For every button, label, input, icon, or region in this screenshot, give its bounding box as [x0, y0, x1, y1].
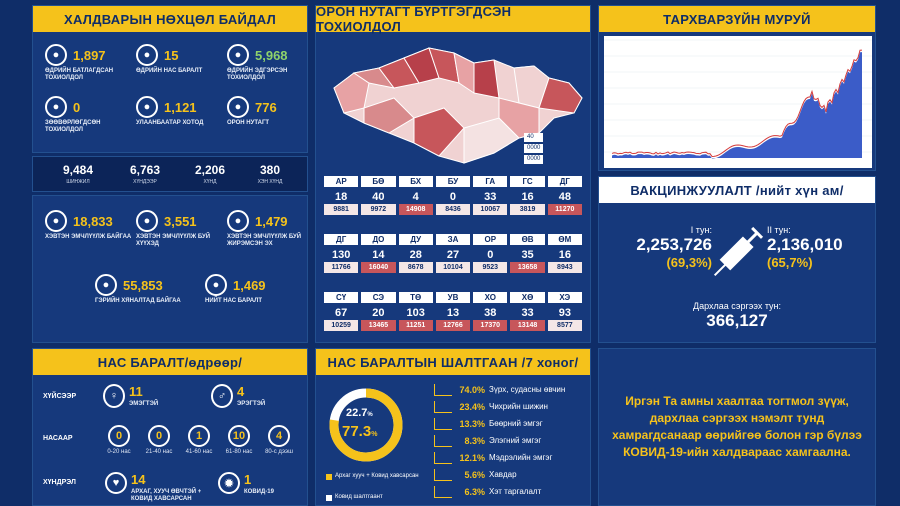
lungs-icon: ● [45, 44, 67, 66]
band-value: 9,484 [62, 163, 94, 177]
stat-row [45, 44, 129, 66]
pct-sign: % [367, 412, 373, 418]
home-icon: ● [95, 274, 117, 296]
legend-b-text: Ковид шалтгаант [335, 494, 383, 500]
stat-label: ХЭВТЭН ЭМЧЛҮҮЛЖ БУЙ ЖИРЭМСЭН ЭХ [227, 234, 302, 247]
province-code: ГА [473, 176, 507, 187]
province-total: 9523 [473, 262, 507, 273]
province-today: 18 [335, 191, 348, 203]
band-label: ШИНЖИЛ [66, 179, 90, 185]
connector [434, 486, 452, 498]
province-code: БӨ [361, 176, 395, 187]
regional-row [324, 204, 582, 215]
donut-value-a [346, 407, 373, 419]
age-range: 0-20 нас [107, 449, 131, 455]
cause-label: Хавдар [489, 470, 517, 479]
cause-a-block [105, 472, 215, 503]
stat-label: ЗӨӨВӨРЛӨГДСӨН ТОХИОЛДОЛ [45, 120, 101, 133]
stat-label: ӨДРИЙН БАТЛАГДСАН ТОХИОЛДОЛ [45, 68, 114, 81]
stat-value: 18,833 [73, 213, 113, 229]
cause-item [434, 398, 590, 415]
connector [434, 452, 452, 464]
message-text: Иргэн Та амны хаалтаа тогтмол зүүж, дархлаа сэргээх нэмэлт тунд хамрагдсанаар өөрийгөө болон гэр бүлээ КОВИД-19-ийн халдвараас хамгаална. [612, 394, 862, 459]
cause-b-block [218, 472, 274, 496]
connector [434, 401, 452, 413]
province-code: ОР [473, 234, 507, 245]
female-block [103, 384, 158, 408]
province-code: ДГ [548, 176, 582, 187]
regional-row [324, 176, 582, 187]
band-label: ХЭН ХҮНД [257, 179, 283, 185]
province-code: ӨВ [510, 234, 544, 245]
province-total: 13658 [510, 262, 544, 273]
stat-item [227, 96, 311, 127]
stat-value: 1,897 [73, 47, 106, 63]
age-circle: 4 [268, 425, 290, 447]
stat-item [227, 210, 315, 248]
stat-row [136, 96, 220, 118]
age-range: 41-60 нас [185, 449, 213, 455]
cause-pct: 8.3% [464, 435, 485, 446]
cause-pct: 74.0% [459, 384, 485, 395]
connector [434, 384, 452, 396]
province-code: СҮ [324, 292, 358, 303]
province-total: 9881 [324, 204, 358, 215]
plane-icon: ● [45, 96, 67, 118]
legend-item: 0000 [524, 144, 543, 153]
province-code: БХ [399, 176, 433, 187]
stat-value: 1,121 [164, 99, 197, 115]
stat-value: 15 [164, 47, 179, 63]
cause-pct: 12.1% [459, 452, 485, 463]
dose1-pct: (69,3%) [666, 255, 712, 270]
male-label: ЭРЭГТЭЙ [237, 401, 266, 407]
stat-item [45, 96, 129, 134]
province-total: 8678 [399, 262, 433, 273]
age-circle: 0 [108, 425, 130, 447]
cause-label: Мэдрэлийн эмгэг [489, 453, 553, 462]
death-icon: ● [205, 274, 227, 296]
gender-label: ХҮЙСЭЭР [43, 393, 77, 400]
province-code: ДГ [324, 234, 358, 245]
dose2-label: II тун: [767, 225, 791, 235]
province-total: 8943 [548, 262, 582, 273]
stat-item [95, 274, 183, 305]
province-total: 16040 [361, 262, 395, 273]
age-group [103, 425, 135, 456]
province-total: 11270 [548, 204, 582, 215]
legend-a [326, 473, 426, 480]
province-total: 13148 [510, 320, 544, 331]
province-code: ДО [361, 234, 395, 245]
mongolia-map [324, 38, 584, 168]
province-today: 93 [558, 307, 571, 319]
age-label: НАСААР [43, 435, 73, 442]
regional-row [324, 320, 582, 331]
stat-row [227, 210, 315, 232]
province-today: 130 [331, 249, 351, 261]
province-today: 13 [446, 307, 460, 319]
cause-item [434, 483, 590, 500]
band-value: 6,763 [129, 163, 161, 177]
deaths-panel [32, 348, 308, 506]
province-today: 33 [521, 307, 534, 319]
province-code: СЭ [361, 292, 395, 303]
stat-row [136, 210, 224, 232]
stat-item [205, 274, 293, 305]
infection-title: ХАЛДВАРЫН НӨХЦӨЛ БАЙДАЛ [33, 6, 307, 32]
stat-value: 1,469 [233, 277, 266, 293]
cause-pct: 13.3% [459, 418, 485, 429]
causes-title: НАС БАРАЛТЫН ШАЛТГААН /7 хоног/ [316, 349, 590, 375]
causes-panel [315, 348, 591, 506]
age-group [263, 425, 295, 456]
cause-list [434, 381, 590, 500]
stat-item [45, 210, 133, 241]
stat-label: ХЭВТЭН ЭМЧЛҮҮЛЖ БУЙ ХҮҮХЭД [136, 234, 211, 247]
stat-row [205, 274, 293, 296]
age-circle: 10 [228, 425, 250, 447]
donut-value-b [342, 423, 377, 440]
legend-item: 0000 [524, 155, 543, 164]
dose2-block [767, 225, 867, 270]
province-total: 12766 [436, 320, 470, 331]
vaccine-panel [598, 176, 876, 343]
province-code: ӨМ [548, 234, 582, 245]
province-today: 48 [558, 191, 571, 203]
province-total: 10067 [473, 204, 507, 215]
province-code: ХӨ [510, 292, 544, 303]
cause-item [434, 449, 590, 466]
cause-a-value: 14 [131, 472, 146, 487]
person-icon: ● [136, 44, 158, 66]
cause-item [434, 432, 590, 449]
cause-b-label: КОВИД-19 [244, 489, 274, 495]
province-total: 3819 [510, 204, 544, 215]
dose2-pct: (65,7%) [767, 255, 813, 270]
stat-label: НИЙТ НАС БАРАЛТ [205, 298, 262, 304]
province-total: 8577 [548, 320, 582, 331]
donut-b-num: 77.3 [342, 423, 372, 440]
cause-label: Зүрх, судасны өвчин [489, 385, 566, 394]
syringe-icon [703, 217, 773, 287]
province-total: 10259 [324, 320, 358, 331]
province-code: ЗА [436, 234, 470, 245]
age-circle: 1 [188, 425, 210, 447]
pregnant-icon: ● [227, 210, 249, 232]
city-icon: ● [136, 96, 158, 118]
trend-chart [604, 36, 872, 168]
province-code: УВ [436, 292, 470, 303]
stat-row [227, 44, 311, 66]
trend-panel [598, 5, 876, 171]
cause-item [434, 381, 590, 398]
hospital-icon: ● [45, 210, 67, 232]
vaccine-title: ВАКЦИНЖУУЛАЛТ /нийт хүн ам/ [599, 177, 875, 203]
stat-row [95, 274, 183, 296]
stat-value: 55,853 [123, 277, 163, 293]
province-total: 11251 [399, 320, 433, 331]
virus-icon: ✹ [218, 472, 240, 494]
band-item [183, 163, 237, 185]
stat-label: ӨДРИЙН ЭДГЭРСЭН ТОХИОЛДОЛ [227, 68, 288, 81]
dose1-value: 2,253,726 [636, 235, 712, 254]
province-today: 20 [372, 307, 385, 319]
province-total: 11766 [324, 262, 358, 273]
province-today: 16 [558, 249, 571, 261]
cause-label: Чихрийн шижин [489, 402, 548, 411]
age-range: 80-с дээш [265, 449, 293, 455]
stat-label: ХЭВТЭН ЭМЧЛҮҮЛЖ БАЙГАА [45, 234, 132, 240]
stat-row [45, 96, 129, 118]
age-group [223, 425, 255, 456]
regional-row [324, 234, 582, 245]
cause-label: ХҮНДРЭЛ [43, 479, 76, 486]
province-total: 13465 [361, 320, 395, 331]
province-total: 8436 [436, 204, 470, 215]
legend-swatch [326, 495, 332, 501]
map-icon: ● [227, 96, 249, 118]
province-today: 35 [521, 249, 534, 261]
treatment-panel [32, 195, 308, 343]
province-code: ДУ [399, 234, 433, 245]
male-block [211, 384, 265, 408]
province-total: 14908 [399, 204, 433, 215]
band-item [118, 163, 172, 185]
stat-value: 5,968 [255, 47, 288, 63]
trend-area [612, 52, 862, 158]
regional-row [324, 306, 582, 320]
booster-block [599, 301, 875, 331]
male-value: 4 [237, 384, 245, 399]
daily-band [32, 156, 308, 192]
trend-title: ТАРХВАРЗҮЙН МУРУЙ [599, 6, 875, 32]
cause-pct: 23.4% [459, 401, 485, 412]
cause-label: Хэт таргалалт [489, 487, 542, 496]
stat-value: 776 [255, 99, 277, 115]
legend-a-text: Архаг хууч + Ковид хавсарсан [335, 473, 419, 479]
province-today: 27 [446, 249, 460, 261]
connector [434, 469, 452, 481]
band-item [243, 163, 297, 185]
cause-item [434, 466, 590, 483]
infection-panel [32, 5, 308, 153]
stat-value: 0 [73, 99, 81, 115]
province-code: ХО [473, 292, 507, 303]
stat-item [45, 44, 129, 82]
booster-value: 366,127 [706, 311, 768, 330]
province-total: 17370 [473, 320, 507, 331]
dose1-label: I тун: [690, 225, 712, 235]
connector [434, 435, 452, 447]
stat-label: ОРОН НУТАГТ [227, 120, 270, 126]
band-value: 380 [259, 163, 281, 177]
cause-label: Бөөрний эмгэг [489, 419, 543, 428]
recovered-icon: ● [227, 44, 249, 66]
female-value: 11 [129, 384, 143, 399]
age-circle: 0 [148, 425, 170, 447]
province-today: 0 [449, 191, 457, 203]
connector [434, 418, 452, 430]
band-label: ХҮНД [203, 179, 217, 185]
regional-row [324, 190, 582, 204]
age-range: 61-80 нас [225, 449, 253, 455]
pct-sign: % [371, 431, 378, 438]
province-today: 67 [335, 307, 348, 319]
donut-a-num: 22.7 [346, 407, 368, 419]
regional-title: ОРОН НУТАГТ БҮРТГЭГДСЭН ТОХИОЛДОЛ [316, 6, 590, 32]
province-code: ГС [510, 176, 544, 187]
regional-row [324, 248, 582, 262]
province-today: 28 [409, 249, 422, 261]
cause-item [434, 415, 590, 432]
stat-item [136, 44, 220, 75]
stat-label: ГЭРИЙН ХЯНАЛТАД БАЙГАА [95, 298, 181, 304]
province-code: АР [324, 176, 358, 187]
legend-b [326, 494, 426, 501]
cause-a-label: АРХАГ, ХУУЧ ӨВЧТЭЙ + КОВИД ХАВСАРСАН [131, 489, 202, 502]
heartbeat-icon: ♥ [105, 472, 127, 494]
legend-swatch [326, 474, 332, 480]
province-today: 103 [406, 307, 425, 319]
age-group [183, 425, 215, 456]
regional-row [324, 262, 582, 273]
message-panel [598, 348, 876, 506]
province-code: ТӨ [399, 292, 433, 303]
cause-label: Элэгний эмгэг [489, 436, 542, 445]
stat-item [227, 44, 311, 82]
age-range: 21-40 нас [145, 449, 173, 455]
province-today: 4 [412, 191, 419, 203]
band-item [51, 163, 105, 185]
province-today: 14 [372, 249, 385, 261]
stat-row [45, 210, 133, 232]
stat-value: 1,479 [255, 213, 288, 229]
female-icon: ♀ [103, 384, 125, 408]
province-today: 33 [484, 191, 497, 203]
province-total: 9972 [361, 204, 395, 215]
male-icon: ♂ [211, 384, 233, 408]
stat-row [136, 44, 220, 66]
dose2-value: 2,136,010 [767, 235, 843, 254]
stat-item [136, 96, 220, 127]
female-label: ЭМЭГТЭЙ [129, 401, 159, 407]
band-value: 2,206 [194, 163, 226, 177]
legend-item: 40 [524, 133, 543, 142]
province-today: 0 [487, 249, 494, 261]
cause-b-value: 1 [244, 472, 252, 487]
province-today: 16 [521, 191, 534, 203]
stat-label: ӨДРИЙН НАС БАРАЛТ [136, 68, 203, 74]
child-icon: ● [136, 210, 158, 232]
cause-pct: 6.3% [464, 486, 485, 497]
dose1-block [617, 225, 712, 270]
province-today: 38 [484, 307, 497, 319]
deaths-title: НАС БАРАЛТ/өдрөөр/ [33, 349, 307, 375]
stat-label: УЛААНБААТАР ХОТОД [136, 120, 204, 126]
stat-row [227, 96, 311, 118]
map-legend [524, 133, 543, 164]
province-code: БУ [436, 176, 470, 187]
stat-value: 3,551 [164, 213, 197, 229]
province-code: ХЭ [548, 292, 582, 303]
cause-pct: 5.6% [464, 469, 485, 480]
stat-item [136, 210, 224, 248]
regional-row [324, 292, 582, 303]
province-total: 10104 [436, 262, 470, 273]
band-label: ХҮНДЭЭР [133, 179, 157, 185]
province-today: 40 [372, 191, 385, 203]
booster-label: Дархлаа сэргээх тун: [692, 301, 782, 311]
regional-panel [315, 5, 591, 343]
age-group [143, 425, 175, 456]
